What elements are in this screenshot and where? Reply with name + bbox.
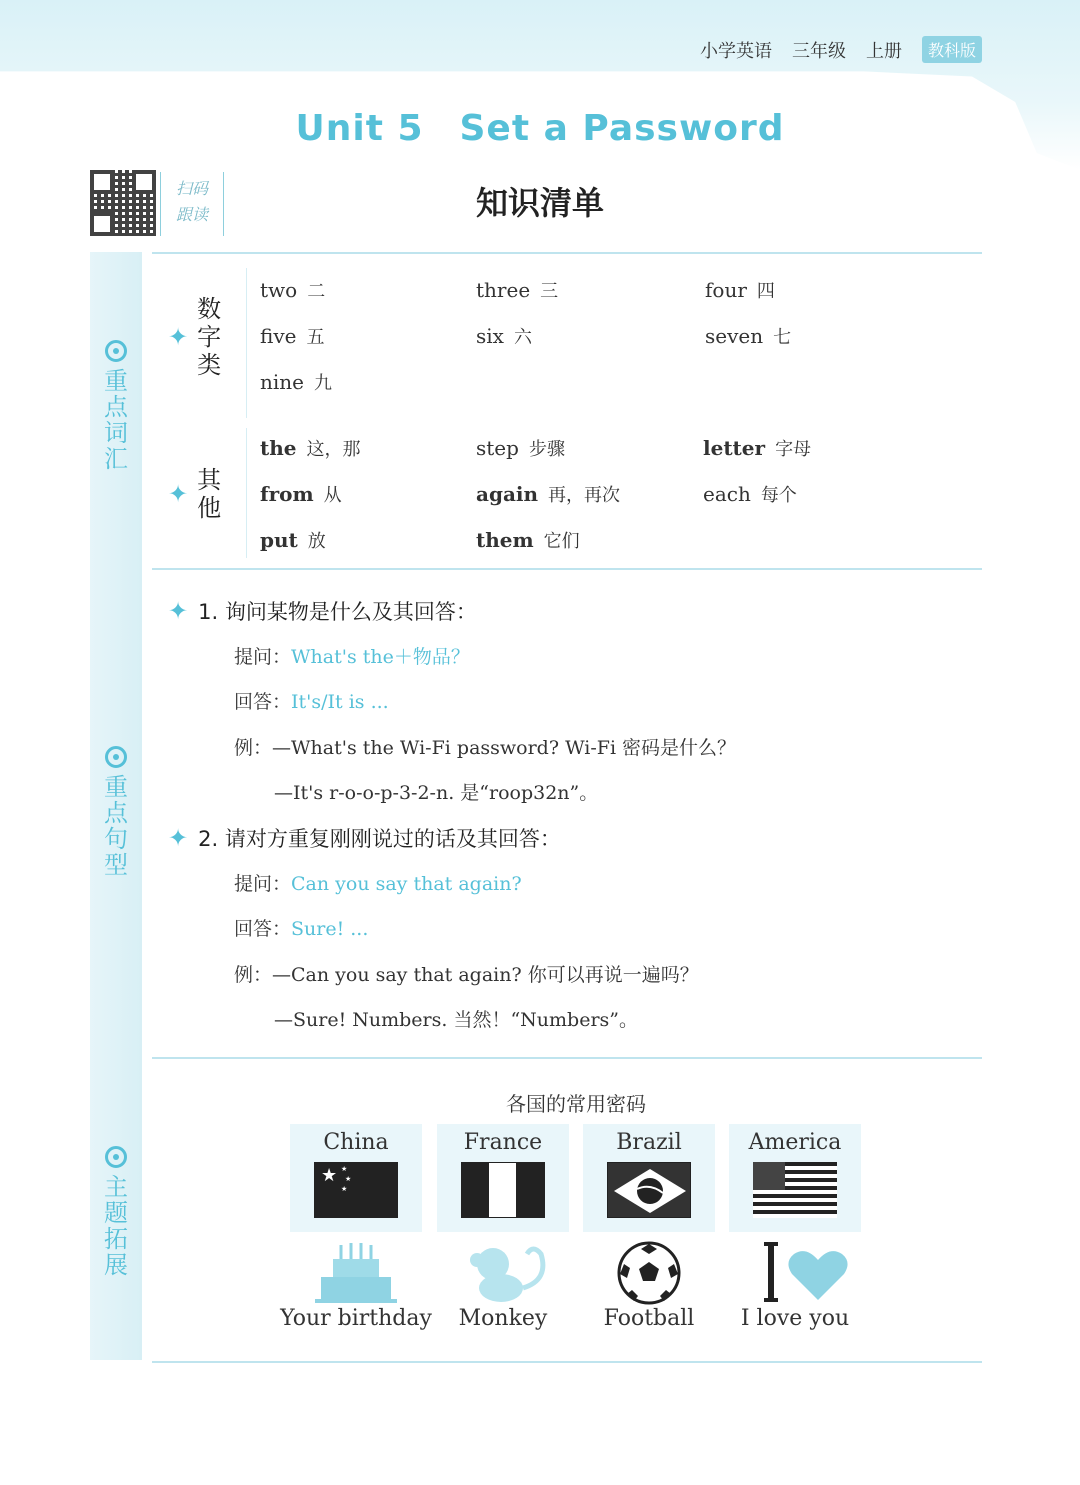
ask-text: What's the＋物品？ <box>291 646 470 668</box>
side-label-patterns <box>100 746 132 878</box>
vocab-english: three <box>476 278 531 302</box>
birthday-cake-icon <box>290 1240 422 1306</box>
pattern-number: 1. <box>198 600 219 624</box>
answer-label: 回答： <box>234 691 292 713</box>
unit-title <box>0 108 1080 149</box>
monkey-icon <box>437 1240 569 1306</box>
example-answer: —Sure! Numbers. 当然！“Numbers”。 <box>274 1009 638 1031</box>
password-hint-label: I love you <box>740 1306 850 1331</box>
scan-to-read-label <box>160 172 224 236</box>
pattern-heading <box>168 596 477 626</box>
vocab-chinese: 五 <box>306 327 325 348</box>
vocab-english: nine <box>260 370 304 394</box>
sparkle-icon: ✦ <box>168 323 189 351</box>
vocab-chinese: 步骤 <box>528 439 565 460</box>
sparkle-icon: ✦ <box>168 824 189 852</box>
country-name: America <box>748 1130 842 1155</box>
vocab-english: put <box>260 528 298 552</box>
vocab-chinese: 九 <box>314 373 332 394</box>
china-flag-icon: ★ ★ ★ ★ <box>314 1162 398 1218</box>
vocab-item <box>476 435 565 461</box>
target-icon <box>105 746 127 768</box>
section-title: 知识清单 <box>475 184 604 222</box>
grade-label: 三年级 <box>791 40 846 62</box>
pattern-ask <box>234 869 522 896</box>
brazil-flag-icon <box>607 1162 691 1218</box>
category-divider <box>246 428 247 558</box>
country-name: France <box>463 1130 543 1155</box>
pattern-example-a <box>234 778 598 805</box>
target-icon <box>105 340 127 362</box>
vocab-english: step <box>476 436 519 460</box>
vocab-chinese: 放 <box>307 531 326 552</box>
password-hint-label: Football <box>603 1306 695 1331</box>
category-label: 数 字 类 <box>197 295 222 379</box>
divider <box>152 1057 982 1059</box>
example-answer: —It's r-o-o-p-3-2-n. 是“roop32n”。 <box>274 782 599 804</box>
vocab-english: four <box>705 278 747 302</box>
pattern-answer <box>234 914 368 941</box>
qr-finder-mark <box>90 212 114 236</box>
country-card-france <box>437 1124 569 1232</box>
answer-text: Sure! ... <box>291 918 369 940</box>
country-card-china <box>290 1124 422 1232</box>
qr-code-icon[interactable] <box>90 170 156 236</box>
example-label: 例： <box>234 737 273 759</box>
pattern-answer <box>234 687 389 714</box>
country-name: China <box>323 1130 389 1155</box>
divider <box>152 252 982 254</box>
unit-number: Unit 5 <box>295 108 424 149</box>
vocab-english: letter <box>703 436 766 460</box>
vocab-english: seven <box>705 324 764 348</box>
vocab-category-others <box>168 464 238 524</box>
qr-finder-mark <box>90 170 114 194</box>
vocab-item <box>476 481 620 507</box>
example-question: —Can you say that again? 你可以再说一遍吗？ <box>272 964 699 986</box>
vocab-chinese: 它们 <box>543 531 580 552</box>
vocab-item <box>260 481 342 507</box>
volume-label: 上册 <box>865 40 902 62</box>
usa-flag-icon <box>753 1162 837 1218</box>
vocab-item <box>476 527 580 553</box>
unit-name: Set a Password <box>459 108 785 149</box>
qr-finder-mark <box>132 170 156 194</box>
ask-text: Can you say that again? <box>291 873 522 895</box>
side-label-text: 重 点 句 型 <box>104 773 128 879</box>
side-label-text: 重 点 词 汇 <box>104 367 128 473</box>
vocab-chinese: 二 <box>307 281 326 302</box>
vocab-chinese: 每个 <box>760 485 797 506</box>
target-icon <box>105 1146 127 1168</box>
side-label-theme <box>100 1146 132 1278</box>
side-label-vocab <box>100 340 132 472</box>
pattern-heading-text: 请对方重复刚刚说过的话及其回答： <box>224 827 561 851</box>
category-divider <box>246 268 247 418</box>
sparkle-icon: ✦ <box>168 480 189 508</box>
answer-text: It's/It is ... <box>291 691 389 713</box>
vocab-english: each <box>703 482 751 506</box>
vocab-chinese: 三 <box>540 281 559 302</box>
vocab-item <box>260 323 324 349</box>
sparkle-icon: ✦ <box>168 597 189 625</box>
password-hint-label: Monkey <box>458 1306 548 1331</box>
vocab-chinese: 从 <box>323 485 342 506</box>
vocab-item <box>476 323 532 349</box>
pattern-ask <box>234 642 470 669</box>
vocab-chinese: 六 <box>513 327 532 348</box>
vocab-english: two <box>260 278 298 302</box>
ask-label: 提问： <box>234 646 292 668</box>
vocab-item <box>260 527 326 553</box>
vocab-chinese: 七 <box>773 327 792 348</box>
pattern-example-a <box>234 1005 638 1032</box>
vocab-chinese: 字母 <box>775 439 812 460</box>
vocab-chinese: 四 <box>756 281 775 302</box>
vocab-item <box>705 277 775 303</box>
vocab-category-numbers <box>168 292 238 382</box>
vocab-item <box>476 277 558 303</box>
ask-label: 提问： <box>234 873 292 895</box>
i-love-you-icon <box>729 1240 861 1306</box>
vocab-item <box>260 277 325 303</box>
pattern-example-q <box>234 960 699 987</box>
divider <box>152 568 982 570</box>
vocab-english: six <box>476 324 504 348</box>
football-icon <box>583 1240 715 1306</box>
category-label: 其 他 <box>197 466 222 522</box>
country-card-america <box>729 1124 861 1232</box>
vocab-item <box>260 369 332 395</box>
vocab-item <box>260 435 361 461</box>
pattern-number: 2. <box>198 827 219 851</box>
example-question: —What's the Wi-Fi password? Wi-Fi 密码是什么？ <box>272 737 737 759</box>
vocab-english: five <box>260 324 297 348</box>
divider <box>152 1361 982 1363</box>
vocab-english: them <box>476 528 534 552</box>
vocab-english: from <box>260 482 314 506</box>
password-hint-label: Your birthday <box>280 1306 432 1331</box>
scan-label-line1: 扫码 <box>175 179 208 198</box>
country-card-brazil <box>583 1124 715 1232</box>
answer-label: 回答： <box>234 918 292 940</box>
side-label-text: 主 题 拓 展 <box>104 1173 128 1279</box>
vocab-item <box>703 435 811 461</box>
vocab-chinese: 这，那 <box>306 439 361 460</box>
vocab-item <box>703 481 797 507</box>
france-flag-icon <box>461 1162 545 1218</box>
example-label: 例： <box>234 964 273 986</box>
pattern-heading-text: 询问某物是什么及其回答： <box>224 600 477 624</box>
vocab-chinese: 再，再次 <box>548 485 621 506</box>
vocab-english: again <box>476 482 539 506</box>
theme-title: 各国的常用密码 <box>506 1092 646 1116</box>
pattern-heading <box>168 823 561 853</box>
country-name: Brazil <box>616 1130 682 1155</box>
vocab-item <box>705 323 791 349</box>
scan-label-line2: 跟读 <box>175 205 208 224</box>
subject-label: 小学英语 <box>699 40 772 62</box>
vocab-english: the <box>260 436 297 460</box>
book-info <box>700 36 982 63</box>
pattern-example-q <box>234 733 736 760</box>
edition-badge: 教科版 <box>922 36 982 63</box>
